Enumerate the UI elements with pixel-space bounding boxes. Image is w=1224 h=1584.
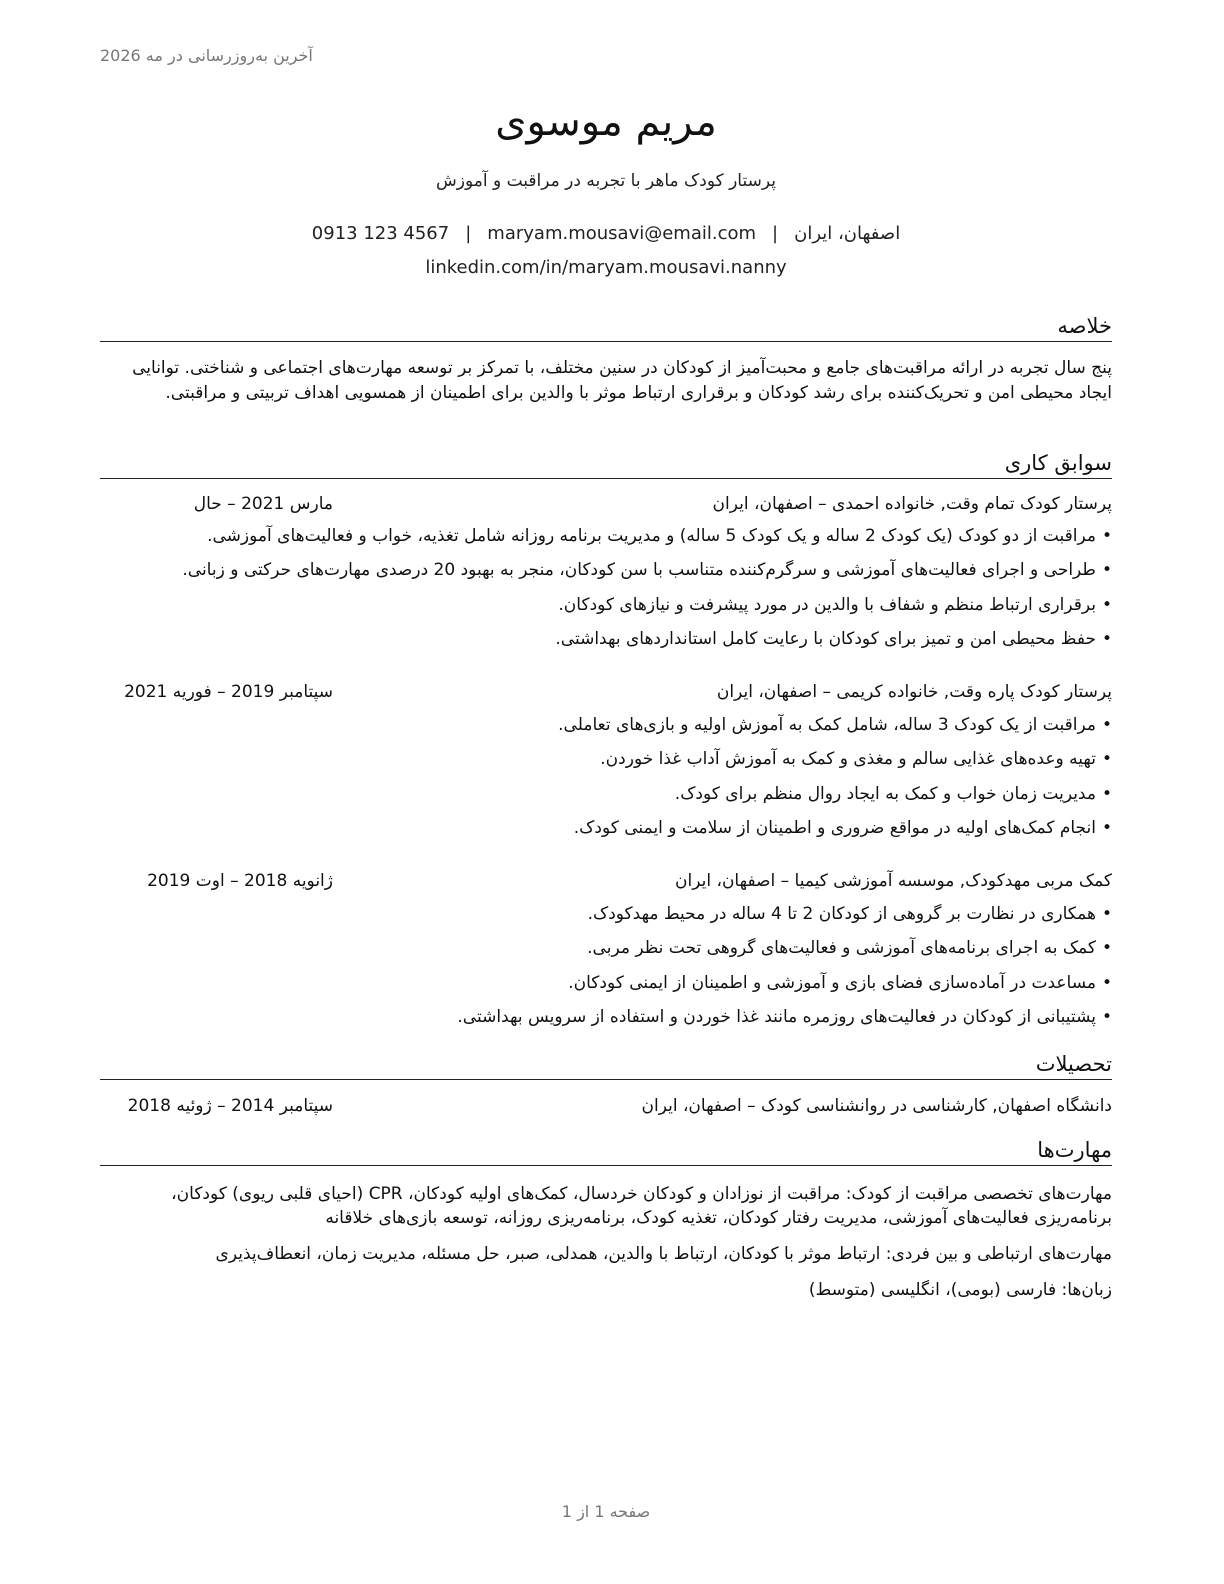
job-bullet: • کمک به اجرای برنامه‌های آموزشی و فعالیت‌های گروهی تحت نظر مربی.	[100, 936, 1112, 970]
job-bullet: • برقراری ارتباط منظم و شفاف با والدین در مورد پیشرفت و نیازهای کودکان.	[100, 593, 1112, 627]
job-bullet: • همکاری در نظارت بر گروهی از کودکان 2 تا 4 ساله در محیط مهدکودک.	[100, 902, 1112, 936]
contact-info	[100, 223, 1112, 244]
job-bullet: • مدیریت زمان خواب و کمک به ایجاد روال منظم برای کودک.	[100, 782, 1112, 816]
job-bullet: • انجام کمک‌های اولیه در مواقع ضروری و اطمینان از سلامت و ایمنی کودک.	[100, 816, 1112, 850]
job-bullet: • تهیه وعده‌های غذایی سالم و مغذی و کمک به آموزش آداب غذا خوردن.	[100, 747, 1112, 781]
job-bullets	[100, 902, 1112, 1039]
skills-row: زبان‌ها: فارسی (بومی)، انگلیسی (متوسط)	[808, 1280, 1112, 1300]
job-dates: ژانویه 2018 – اوت 2019	[147, 871, 333, 891]
experience-heading: سوابق کاری	[100, 449, 1112, 479]
education-heading: تحصیلات	[100, 1050, 1112, 1080]
skills-row: مهارت‌های تخصصی مراقبت از کودک: مراقبت از نوزادان و کودکان خردسال، کمک‌های اولیه کودکان، CPR (احیای قلبی ریوی) کودکان، برنامه‌ریزی فعالیت‌های آموزشی، مدیریت رفتار کودکان، تغذیه کودک، برنامه‌ریزی روزانه، توسعه بازی‌های خلاقانه	[171, 1184, 1112, 1228]
job-bullet: • پشتیبانی از کودکان در فعالیت‌های روزمره مانند غذا خوردن و استفاده از سرویس بهداشتی.	[100, 1005, 1112, 1039]
job-header	[100, 682, 1112, 706]
linkedin-link[interactable]: linkedin.com/in/maryam.mousavi.nanny	[425, 257, 787, 278]
job-bullets	[100, 713, 1112, 850]
job-header	[100, 871, 1112, 895]
summary-text: پنج سال تجربه در ارائه مراقبت‌های جامع و محبت‌آمیز از کودکان در سنین مختلف، با تمرکز بر توسعه مهارت‌های اجتماعی و شناختی. توانایی ایجاد محیطی امن و تحریک‌کننده برای رشد کودکان و برقراری ارتباط موثر با والدین برای اطمینان از همسویی اهداف تربیتی و مراقبتی.	[132, 358, 1112, 403]
skills-heading: مهارت‌ها	[100, 1136, 1112, 1166]
location-text: اصفهان، ایران	[794, 223, 901, 244]
job-bullet: • حفظ محیطی امن و تمیز برای کودکان با رعایت کامل استانداردهای بهداشتی.	[100, 627, 1112, 661]
job-bullet: • مراقبت از دو کودک (یک کودک 2 ساله و یک کودک 5 ساله) و مدیریت برنامه روزانه شامل تغذیه، خواب و فعالیت‌های آموزشی.	[100, 524, 1112, 558]
job-dates: مارس 2021 – حال	[193, 494, 333, 514]
skills-list	[100, 1182, 1112, 1314]
contact-separator: |	[772, 223, 779, 244]
candidate-name: مریم موسوی	[495, 99, 717, 145]
resume-page	[100, 0, 1112, 1584]
job-bullet: • مراقبت از یک کودک 3 ساله، شامل کمک به آموزش اولیه و بازی‌های تعاملی.	[100, 713, 1112, 747]
page-number: صفحه 1 از 1	[561, 1502, 651, 1521]
job-bullet: • مساعدت در آماده‌سازی فضای بازی و آموزشی و اطمینان از ایمنی کودکان.	[100, 971, 1112, 1005]
education-entry	[100, 1096, 1112, 1120]
phone-number: 0913 123 4567	[311, 223, 450, 244]
job-header	[100, 494, 1112, 518]
job-bullet: • طراحی و اجرای فعالیت‌های آموزشی و سرگرم‌کننده متناسب با سن کودکان، منجر به بهبود 20 درصدی مهارت‌های حرکتی و زبانی.	[100, 558, 1112, 592]
job-title: پرستار کودک پاره وقت, خانواده کریمی – اصفهان، ایران	[716, 682, 1112, 702]
candidate-tagline: پرستار کودک ماهر با تجربه در مراقبت و آموزش	[436, 171, 776, 191]
last-updated-note: آخرین به‌روزرسانی در مه 2026	[100, 46, 313, 65]
job-dates: سپتامبر 2019 – فوریه 2021	[124, 682, 333, 702]
education-dates: سپتامبر 2014 – ژوئیه 2018	[127, 1096, 333, 1116]
summary-heading: خلاصه	[100, 312, 1112, 342]
job-bullets	[100, 524, 1112, 661]
job-title: پرستار کودک تمام وقت, خانواده احمدی – اصفهان، ایران	[712, 494, 1112, 514]
education-degree: دانشگاه اصفهان, کارشناسی در روانشناسی کودک – اصفهان، ایران	[641, 1096, 1112, 1116]
skills-row: مهارت‌های ارتباطی و بین فردی: ارتباط موثر با کودکان، ارتباط با والدین، همدلی، صبر، حل مسئله، مدیریت زمان، انعطاف‌پذیری	[215, 1244, 1112, 1264]
job-title: کمک مربی مهدکودک, موسسه آموزشی کیمیا – اصفهان، ایران	[675, 871, 1112, 891]
email-link[interactable]: maryam.mousavi@email.com	[487, 223, 757, 244]
contact-separator: |	[465, 223, 472, 244]
